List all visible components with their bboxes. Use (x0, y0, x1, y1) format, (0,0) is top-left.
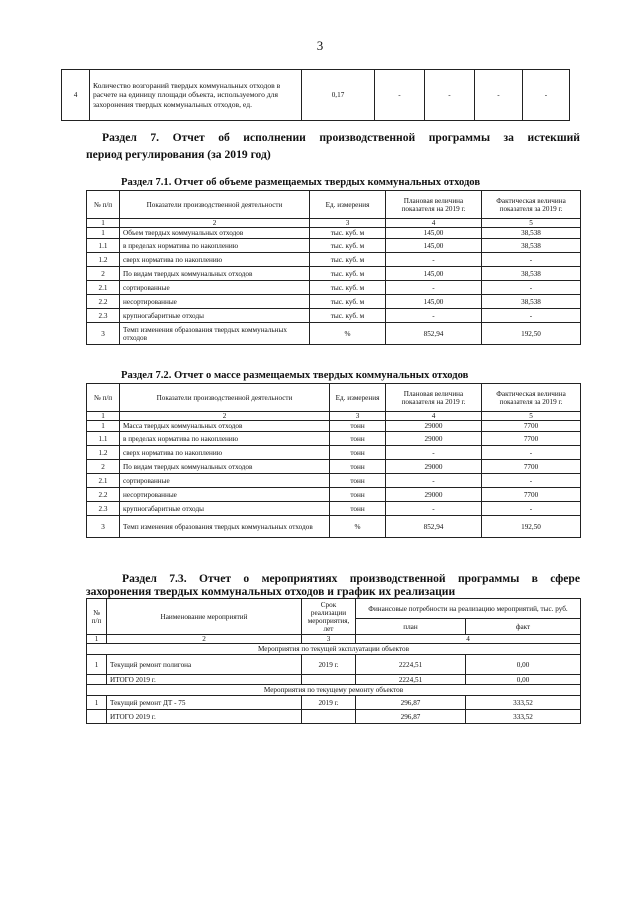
cell: 29000 (386, 432, 482, 446)
cell: тонн (330, 488, 386, 502)
cell: несортированные (120, 488, 330, 502)
table-7-2 (86, 383, 581, 538)
index-cell: 5 (482, 412, 581, 421)
header-cell: № п/п (87, 191, 120, 219)
cell: сверх норматива по накоплению (120, 253, 310, 267)
cell: - (386, 474, 482, 488)
cell: тонн (330, 432, 386, 446)
index-cell: 4 (386, 219, 482, 228)
cell: - (523, 70, 570, 121)
cell: - (386, 502, 482, 516)
top-table (61, 69, 570, 121)
header-cell: Ед. измерения (330, 384, 386, 412)
table-7-3 (86, 598, 581, 724)
table-row (87, 323, 581, 345)
cell: 2 (87, 460, 120, 474)
header-cell: Показатели производственной деятельности (120, 191, 310, 219)
cell: в пределах норматива по накоплению (120, 239, 310, 253)
cell: - (482, 253, 581, 267)
header-cell: Финансовые потребности на реализацию мероприятий, тыс. руб. (356, 599, 581, 619)
cell: % (310, 323, 386, 345)
cell: 2.1 (87, 474, 120, 488)
cell: 29000 (386, 460, 482, 474)
cell: 29000 (386, 421, 482, 432)
cell: 2 (87, 267, 120, 281)
cell: ИТОГО 2019 г. (107, 710, 302, 724)
cell: - (482, 502, 581, 516)
cell: сверх норматива по накоплению (120, 446, 330, 460)
table-row (87, 675, 581, 685)
table-row (87, 502, 581, 516)
cell: 7700 (482, 432, 581, 446)
header-cell: № п/п (87, 599, 107, 635)
table-row (87, 267, 581, 281)
cell: 296,87 (356, 710, 466, 724)
cell (302, 675, 356, 685)
cell: 38,538 (482, 239, 581, 253)
cell: тыс. куб. м (310, 281, 386, 295)
cell: 145,00 (386, 295, 482, 309)
cell: Темп изменения образования твердых коммунальных отходов (120, 516, 330, 538)
table-row (87, 432, 581, 446)
index-cell: 1 (87, 635, 107, 644)
cell: сортированные (120, 281, 310, 295)
cell: 333,52 (466, 696, 581, 710)
cell: Объем твердых коммунальных отходов (120, 228, 310, 239)
cell: 29000 (386, 488, 482, 502)
cell: 1 (87, 421, 120, 432)
cell: - (375, 70, 425, 121)
header-cell: № п/п (87, 384, 120, 412)
cell: 2224,51 (356, 655, 466, 675)
cell: 145,00 (386, 228, 482, 239)
cell: Темп изменения образования твердых коммунальных отходов (120, 323, 310, 345)
table-row (87, 295, 581, 309)
cell: 2.3 (87, 502, 120, 516)
cell: 333,52 (466, 710, 581, 724)
section-7-3-title-line2: захоронения твердых коммунальных отходов и график их реализации (86, 585, 456, 598)
cell: 852,94 (386, 516, 482, 538)
index-cell: 2 (107, 635, 302, 644)
cell: 7700 (482, 460, 581, 474)
cell: 2224,51 (356, 675, 466, 685)
header-cell: Фактическая величина показателя за 2019 г. (482, 384, 581, 412)
cell: - (386, 446, 482, 460)
cell: тыс. куб. м (310, 309, 386, 323)
cell: сортированные (120, 474, 330, 488)
section-7-title-line1: Раздел 7. Отчет об исполнении производственной программы за истекший (102, 131, 580, 144)
cell: - (482, 474, 581, 488)
cell: 2.3 (87, 309, 120, 323)
index-cell: 3 (330, 412, 386, 421)
cell: крупногабаритные отходы (120, 502, 330, 516)
index-cell: 3 (302, 635, 356, 644)
cell: По видам твердых коммунальных отходов (120, 460, 330, 474)
group-header: Мероприятия по текущей эксплуатации объектов (87, 644, 581, 655)
cell: 852,94 (386, 323, 482, 345)
table-row (87, 446, 581, 460)
cell: - (482, 446, 581, 460)
cell (302, 710, 356, 724)
table-row (87, 516, 581, 538)
cell: 192,50 (482, 516, 581, 538)
cell: тонн (330, 502, 386, 516)
table-row (87, 228, 581, 239)
cell: 2.1 (87, 281, 120, 295)
page-number: 3 (316, 38, 324, 53)
header-cell: Плановая величина показателя на 2019 г. (386, 191, 482, 219)
cell (87, 710, 107, 724)
header-cell: Наименование мероприятий (107, 599, 302, 635)
header-cell: Показатели производственной деятельности (120, 384, 330, 412)
cell: тыс. куб. м (310, 228, 386, 239)
cell: тыс. куб. м (310, 295, 386, 309)
cell: 3 (87, 516, 120, 538)
cell: 2.2 (87, 295, 120, 309)
cell: 1 (87, 696, 107, 710)
table-row (87, 239, 581, 253)
cell: 1 (87, 655, 107, 675)
table-row (87, 421, 581, 432)
cell: 2019 г. (302, 655, 356, 675)
indicator-label: Количество возгораний твердых коммунальных отходов в расчете на единицу площади объекта, используемого для захоронения твердых коммунальных отходов, ед. (90, 70, 302, 121)
header-cell: Срок реализации мероприятия, лет (302, 599, 356, 635)
cell: 38,538 (482, 295, 581, 309)
table-row (87, 488, 581, 502)
table-row (87, 696, 581, 710)
cell: 2.2 (87, 488, 120, 502)
index-cell: 2 (120, 412, 330, 421)
cell: тыс. куб. м (310, 253, 386, 267)
cell: 7700 (482, 488, 581, 502)
cell: 145,00 (386, 267, 482, 281)
cell: % (330, 516, 386, 538)
header-cell: Плановая величина показателя на 2019 г. (386, 384, 482, 412)
table-row (87, 710, 581, 724)
cell: Текущий ремонт ДТ - 75 (107, 696, 302, 710)
index-cell: 4 (356, 635, 581, 644)
group-header: Мероприятия по текущему ремонту объектов (87, 685, 581, 696)
cell: 2019 г. (302, 696, 356, 710)
section-7-title-line2: период регулирования (за 2019 год) (86, 148, 271, 161)
cell: 0,00 (466, 675, 581, 685)
cell: По видам твердых коммунальных отходов (120, 267, 310, 281)
index-cell: 3 (310, 219, 386, 228)
cell: 0,00 (466, 655, 581, 675)
table-row (87, 253, 581, 267)
cell: - (425, 70, 475, 121)
section-7-3-title-line1: Раздел 7.3. Отчет о мероприятиях производственной программы в сфере (122, 572, 580, 585)
row-number: 4 (62, 70, 90, 121)
table-row (87, 281, 581, 295)
cell: тонн (330, 474, 386, 488)
cell: - (482, 281, 581, 295)
cell: 296,87 (356, 696, 466, 710)
table-7-1-title: Раздел 7.1. Отчет об объеме размещаемых твердых коммунальных отходов (121, 177, 481, 188)
cell: 1.2 (87, 446, 120, 460)
cell (87, 675, 107, 685)
cell: 7700 (482, 421, 581, 432)
index-cell: 2 (120, 219, 310, 228)
cell: крупногабаритные отходы (120, 309, 310, 323)
table-row (87, 474, 581, 488)
index-cell: 5 (482, 219, 581, 228)
table-row (87, 655, 581, 675)
index-cell: 1 (87, 412, 120, 421)
cell: тонн (330, 446, 386, 460)
cell: 3 (87, 323, 120, 345)
cell: Масса твердых коммунальных отходов (120, 421, 330, 432)
cell: 192,50 (482, 323, 581, 345)
header-cell: план (356, 619, 466, 635)
cell: - (386, 309, 482, 323)
cell: тонн (330, 421, 386, 432)
cell: 145,00 (386, 239, 482, 253)
header-cell: Фактическая величина показателя за 2019 г. (482, 191, 581, 219)
cell: тыс. куб. м (310, 239, 386, 253)
cell: в пределах норматива по накоплению (120, 432, 330, 446)
index-cell: 1 (87, 219, 120, 228)
cell: - (386, 253, 482, 267)
cell: 1.2 (87, 253, 120, 267)
cell: Текущий ремонт полигона (107, 655, 302, 675)
cell: несортированные (120, 295, 310, 309)
cell: тыс. куб. м (310, 267, 386, 281)
cell: 38,538 (482, 267, 581, 281)
cell: - (386, 281, 482, 295)
table-row (87, 460, 581, 474)
table-7-1 (86, 190, 581, 345)
cell: 1 (87, 228, 120, 239)
cell: - (475, 70, 523, 121)
cell: 1.1 (87, 432, 120, 446)
table-7-2-title: Раздел 7.2. Отчет о массе размещаемых твердых коммунальных отходов (121, 370, 469, 381)
cell: тонн (330, 460, 386, 474)
header-cell: Ед. измерения (310, 191, 386, 219)
cell: 38,538 (482, 228, 581, 239)
cell: - (482, 309, 581, 323)
index-cell: 4 (386, 412, 482, 421)
cell: ИТОГО 2019 г. (107, 675, 302, 685)
cell: 1.1 (87, 239, 120, 253)
indicator-value: 0,17 (302, 70, 375, 121)
header-cell: факт (466, 619, 581, 635)
table-row (87, 309, 581, 323)
